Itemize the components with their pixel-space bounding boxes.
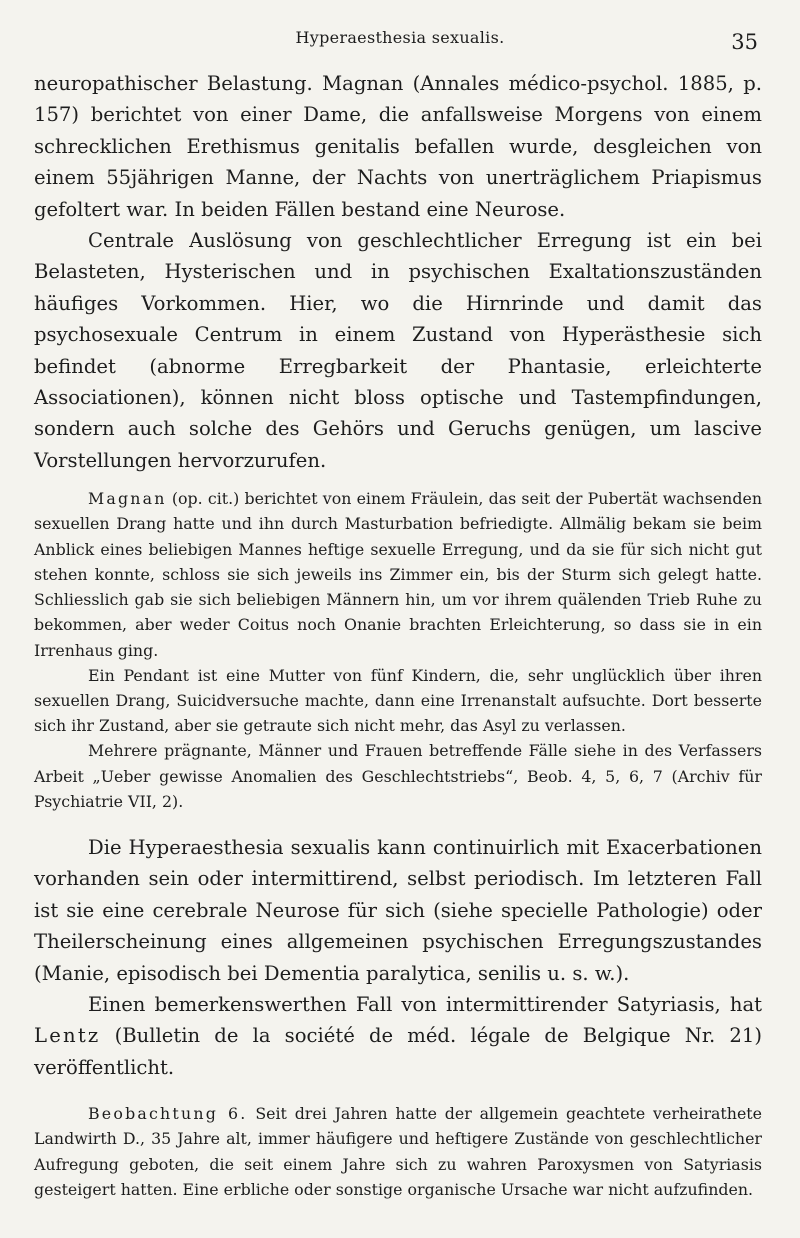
case-note-mother: Ein Pendant ist eine Mutter von fünf Kindern, die, sehr unglücklich über ihren sexuellen Drang, Suicidversuche machte, dann eine Irrenanstalt aufsuchte. Dort besserte sich ihr Zustand, aber sie getraute sich nicht mehr, das Asyl zu verlassen. xyxy=(34,665,762,736)
paragraph-central-excitation: Centrale Auslösung von geschlechtlicher Erregung ist ein bei Belasteten, Hysterischen und in psychischen Exaltationszuständen häufiges Vorkommen. Hier, wo die Hirnrinde und damit das psychosexuale Centrum in einem Zustand von Hyperästhesie sich befindet (abnorme Erregbarkeit der Phantasie, erleichterte Associationen), können nicht bloss optische und Tastempfindungen, sondern auch solche des Gehörs und Geruchs genügen, um lascive Vorstellungen hervorzurufen. xyxy=(34,229,762,472)
observation-text: Seit drei Jahren hatte der allgemein geachtete verheirathete Landwirth D., 35 Jahre alt, immer häufigere und heftigere Zustände von geschlechtlicher Aufregung geboten, die seit einem Jahre sich zu wahren Paroxysmen von Satyriasis gesteigert hatten. Eine erbliche oder sonstige organische Ursache war nicht aufzufinden. xyxy=(34,1104,762,1199)
page-number: 35 xyxy=(731,30,758,54)
case-note-references: Mehrere prägnante, Männer und Frauen betreffende Fälle siehe in des Verfassers Arbeit „Ueber gewisse Anomalien des Geschlechtstriebs“, Beob. 4, 5, 6, 7 (Archiv für Psychiatrie VII, 2). xyxy=(34,741,762,811)
paragraph-continuation: neuropathischer Belastung. Magnan (Annales médico-psychol. 1885, p. 157) berichtet von einer Dame, die anfallsweise Morgens von einem schrecklichen Erethismus genitalis befallen wurde, desgleichen von einem 55jährigen Manne, der Nachts von unerträglichem Priapismus gefoltert war. In beiden Fällen bestand eine Neurose. xyxy=(34,72,762,221)
paragraph-text: (Bulletin de la société de méd. légale de Belgique Nr. 21) veröffentlicht. xyxy=(34,1024,762,1079)
case-note-text: (op. cit.) berichtet von einem Fräulein, das seit der Pubertät wachsenden sexuellen Drang hatte und ihn durch Masturbation befriedigte. Allmälig bekam sie beim Anblick eines beliebigen Mannes heftige sexuelle Erregung, und da sie für sich nicht gut stehen konnte, schloss sie sich jeweils ins Zimmer ein, bis der Sturm sich gelegt hatte. Schliesslich gab sie sich beliebigen Männern hin, um vor ihrem quälenden Trieb Ruhe zu bekommen, aber weder Coitus noch Onanie brachten Erleichterung, so dass sie in ein Irrenhaus ging. xyxy=(34,489,762,660)
author-name: Magnan xyxy=(88,489,167,509)
running-title: Hyperaesthesia sexualis. xyxy=(295,28,505,47)
paragraph-forms: Die Hyperaesthesia sexualis kann continuirlich mit Exacerbationen vorhanden sein oder intermittirend, selbst periodisch. Im letzteren Fall ist sie eine cerebrale Neurose für sich (siehe specielle Pathologie) oder Theilerscheinung eines allgemeinen psychischen Erregungszustandes (Manie, episodisch bei Dementia paralytica, senilis u. s. w.). xyxy=(34,835,762,985)
paragraph-lentz xyxy=(34,989,762,1083)
author-name: Lentz xyxy=(34,1024,101,1048)
observation-label: Beobachtung 6. xyxy=(88,1104,248,1124)
running-head xyxy=(0,28,800,58)
observation-6 xyxy=(34,1101,762,1202)
page-content xyxy=(34,68,762,1202)
paragraph-text: Einen bemerkenswerthen Fall von intermittirender Satyriasis, hat xyxy=(88,992,762,1016)
case-note-magnan xyxy=(34,486,762,662)
